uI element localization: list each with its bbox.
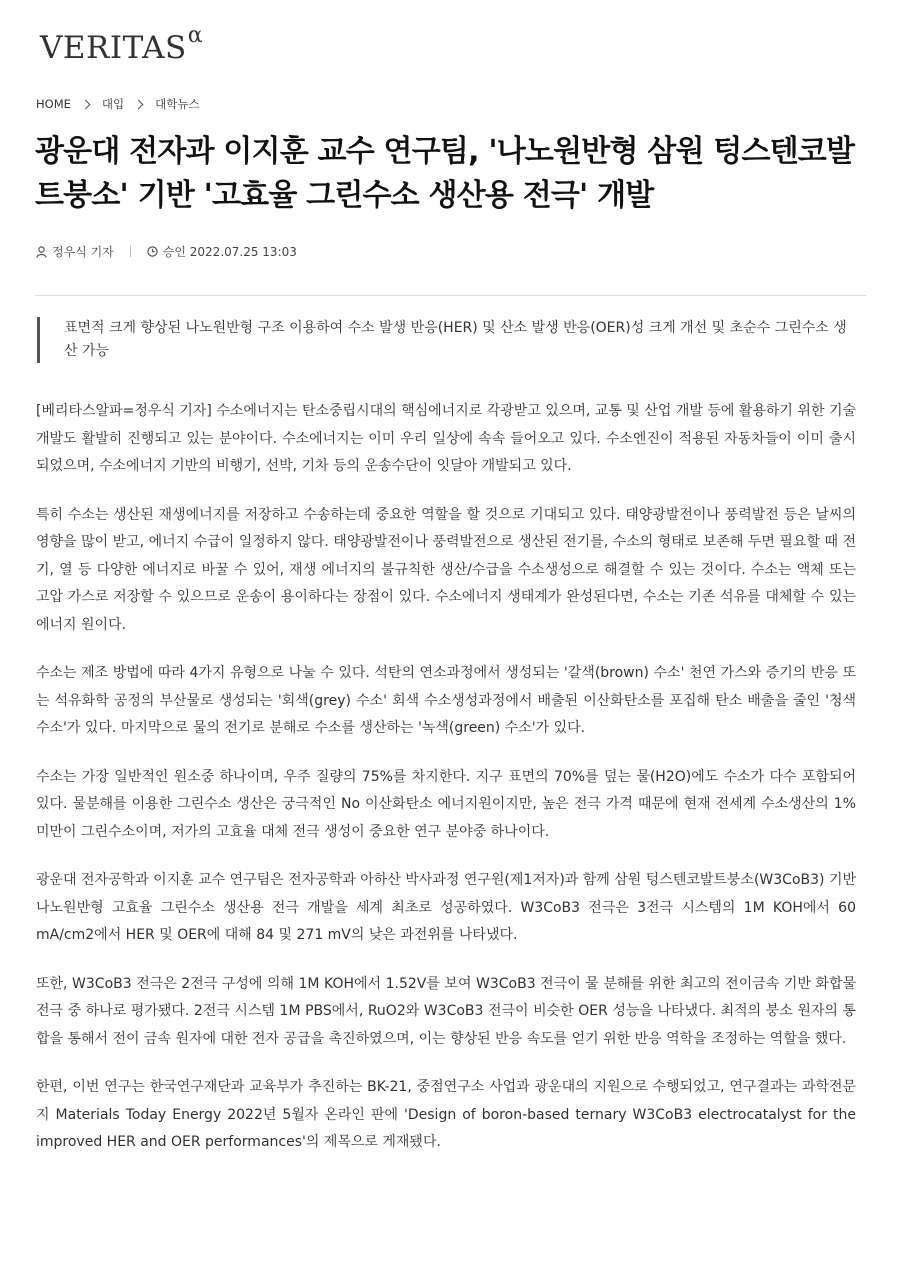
article-body [36, 398, 856, 1178]
breadcrumb-university-news[interactable]: 대학뉴스 [155, 97, 200, 111]
paragraph: 한편, 이번 연구는 한국연구재단과 교육부가 추진하는 BK-21, 중점연구소 사업과 광운대의 지원으로 수행되었고, 연구결과는 과학전문지 Materials Today Energy 2022년 5월자 온라인 판에 'Design of boron-based ternary W3CoB3 electrocatalyst for the improved HER and OER performances'의 제목으로 게재됐다. [36, 1079, 856, 1150]
person-icon [36, 246, 47, 258]
paragraph: 또한, W3CoB3 전극은 2전극 구성에 의해 1M KOH에서 1.52V를 보여 W3CoB3 전극이 물 분해를 위한 최고의 전이금속 기반 화합물 전극 중 하나로 평가됐다. 2전극 시스템 1M PBS에서, RuO2와 W3CoB3 전극이 비슷한 OER 성능을 나타냈다. 최적의 붕소 원자의 통합을 통해서 전이 금속 원자에 대한 전자 공급을 촉진하였으며, 이는 향상된 반응 속도를 얻기 위한 반응 역학을 조정하는 역할을 했다. [36, 975, 856, 1047]
logo-alpha: α [187, 23, 204, 48]
paragraph: 광운대 전자공학과 이지훈 교수 연구팀은 전자공학과 아하산 박사과정 연구원(제1저자)과 함께 삼원 텅스텐코발트붕소(W3CoB3) 기반 나노원반형 고효율 그린수소 생산용 전극 개발을 세계 최초로 성공하였다. W3CoB3 전극은 3전극 시스템의 1M KOH에서 60 mA/cm2에서 HER 및 OER에 대해 84 및 271 mV의 낮은 과전위를 나타냈다. [36, 872, 856, 943]
paragraph: 수소는 가장 일반적인 원소중 하나이며, 우주 질량의 75%를 차지한다. 지구 표면의 70%를 덮는 물(H2O)에도 수소가 다수 포함되어 있다. 물분해를 이용한 그린수소 생산은 궁극적인 No 이산화탄소 에너지원이지만, 높은 전극 가격 때문에 현재 전세계 수소생산의 1% 미만이 그린수소이며, 저가의 고효율 대체 전극 생성이 중요한 연구 분야중 하나이다. [36, 768, 856, 840]
article-summary: 표면적 크게 향상된 나노원반형 구조 이용하여 수소 발생 반응(HER) 및 산소 발생 반응(OER)성 크게 개선 및 초순수 그린수소 생산 가능 [37, 317, 860, 363]
article-title: 광운대 전자과 이지훈 교수 연구팀, '나노원반형 삼원 텅스텐코발트붕소' 기반 '고효율 그린수소 생산용 전극' 개발 [35, 134, 855, 213]
paragraph: 특히 수소는 생산된 재생에너지를 저장하고 수송하는데 중요한 역할을 할 것으로 기대되고 있다. 태양광발전이나 풍력발전 등은 날씨의 영향을 많이 받고, 에너지 수급이 일정하지 않다. 태양광발전이나 풍력발전으로 생산된 전기를, 수소의 형태로 보존해 두면 필요할 때 전기, 열 등 다양한 에너지로 바꿀 수 있어, 재생 에너지의 불규칙한 생산/수급을 수소생성으로 해결할 수 있는 것이다. 수소는 액체 또는 고압 가스로 저장할 수 있으므로 운송이 용이하다는 장점이 있다. 수소에너지 생태계가 완성된다면, 수소는 기존 석유를 대체할 수 있는 에너지 원이다. [36, 506, 856, 633]
breadcrumb [36, 96, 200, 112]
paragraph: 수소는 제조 방법에 따라 4가지 유형으로 나눌 수 있다. 석탄의 연소과정에서 생성되는 '갈색(brown) 수소' 천연 가스와 증기의 반응 또는 석유화학 공정의 부산물로 생성되는 '회색(grey) 수소' 회색 수소생성과정에서 배출된 이산화탄소를 포집해 탄소 배출을 줄인 '청색 수소'가 있다. 마지막으로 물의 전기로 분해로 수소를 생산하는 '녹색(green) 수소'가 있다. [36, 665, 856, 736]
breadcrumb-admission[interactable]: 대입 [101, 97, 125, 111]
breadcrumb-home[interactable]: HOME [36, 97, 71, 111]
meta-divider [130, 246, 131, 257]
logo-text: VERITAS [40, 30, 187, 66]
approval-date: 승인 2022.07.25 13:03 [162, 245, 297, 259]
site-logo[interactable] [40, 23, 204, 66]
author-name: 정우식 기자 [52, 245, 114, 259]
article-meta [36, 243, 297, 260]
chevron-right-icon [134, 99, 144, 109]
chevron-right-icon [80, 99, 90, 109]
header-divider [35, 295, 866, 296]
paragraph: [베리타스알파=정우식 기자] 수소에너지는 탄소중립시대의 핵심에너지로 각광받고 있으며, 교통 및 산업 개발 등에 활용하기 위한 기술개발도 활발히 진행되고 있는 분야이다. 수소에너지는 이미 우리 일상에 속속 들어오고 있다. 수소엔진이 적용된 자동차들이 이미 출시되었으며, 수소에너지 기반의 비행기, 선박, 기차 등의 운송수단이 잇달아 개발되고 있다. [36, 403, 856, 474]
clock-icon [147, 246, 158, 257]
